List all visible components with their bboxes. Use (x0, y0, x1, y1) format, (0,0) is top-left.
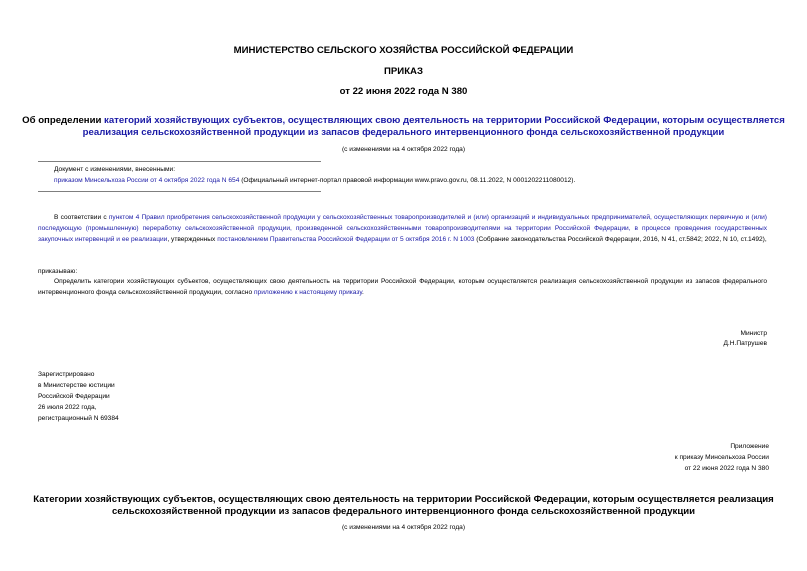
changes-source (54, 175, 784, 186)
doc-title (0, 115, 807, 139)
appendix-line: от 22 июня 2022 года N 380 (684, 465, 769, 472)
doc-title-prefix: Об определении (22, 115, 105, 126)
doc-title-link-cont[interactable]: реализация сельскохозяйственной продукции из запасов федерального интервенционного фонда сельскохозяйственной продукции (82, 127, 725, 138)
registration-line: Зарегистрировано (38, 371, 95, 378)
order-text-end: . (361, 289, 364, 296)
preamble-start: В соответствии с (54, 214, 109, 221)
order-word: приказываю: (38, 268, 78, 275)
appendix-amendment-note: (с изменениями на 4 октября 2022 года) (341, 524, 466, 531)
doc-type-heading: ПРИКАЗ (384, 66, 423, 77)
order-paragraph (38, 276, 767, 298)
resolution-link[interactable]: постановлением Правительства Российской Федерации от 5 октября 2016 г. N 1003 (217, 236, 475, 243)
registration-block (38, 369, 238, 424)
registration-line: в Министерстве юстиции (38, 382, 115, 389)
appendix-title-line: Категории хозяйствующих субъектов, осуществляющих свою деятельность на территории Российской Федерации, которым осуществляется реализация (33, 494, 774, 505)
signature-title: Министр (740, 330, 767, 337)
changes-intro: Документ с изменениями, внесенными: (54, 166, 176, 173)
registration-line: регистрационный N 69384 (38, 415, 119, 422)
appendix-link[interactable]: приложению к настоящему приказу (253, 289, 362, 296)
registration-line: Российской Федерации (38, 393, 110, 400)
appendix-header (560, 441, 769, 474)
preamble-end: (Собрание законодательства Российской Федерации, 2016, N 41, ст.5842; 2022, N 10, ст.1492), (474, 236, 767, 243)
amendment-note: (с изменениями на 4 октября 2022 года) (341, 146, 466, 153)
signature-name: Д.Н.Патрушев (723, 340, 767, 347)
appendix-title-line: сельскохозяйственной продукции из запасов федерального интервенционного фонда сельскохозяйственной продукции (111, 506, 696, 517)
appendix-line: к приказу Минсельхоза России (674, 454, 769, 461)
appendix-line: Приложение (730, 443, 769, 450)
registration-line: 26 июля 2022 года, (38, 404, 97, 411)
divider-top (38, 161, 321, 162)
preamble-paragraph (38, 212, 767, 245)
changes-link[interactable]: приказом Минсельхоза России от 4 октября 2022 года N 654 (54, 177, 240, 184)
divider-bottom (38, 191, 321, 192)
doc-title-link[interactable]: категорий хозяйствующих субъектов, осуществляющих свою деятельность на территории Российской Федерации, которым осуществляется (104, 115, 785, 126)
appendix-title (0, 494, 807, 518)
changes-source-text: (Официальный интернет-портал правовой информации www.pravo.gov.ru, 08.11.2022, N 0001202211080012). (239, 177, 576, 184)
rules-link[interactable]: пунктом 4 Правил приобретения сельскохозяйственной продукции у сельскохозяйственных товаропроизводителей и (или) организаций и индивидуальных предпринимателей, осуществляющих первичную и (или) последующую (промышленную) переработку сельскохозяйственной продукции, произведенной сельскохозяйственными товаропроизводителями на территории Российской Федерации, в процессе проведения государственных закупочных интервенций и ее реализации (38, 214, 767, 243)
order-text: Определить категории хозяйствующих субъектов, осуществляющих свою деятельность на территории Российской Федерации, которым осуществляется реализация сельскохозяйственной продукции из запасов федерального интервенционного фонда сельскохозяйственной продукции, согласно (38, 278, 767, 296)
ministry-heading: МИНИСТЕРСТВО СЕЛЬСКОГО ХОЗЯЙСТВА РОССИЙСКОЙ ФЕДЕРАЦИИ (233, 45, 574, 56)
preamble-mid: , утвержденных (167, 236, 218, 243)
doc-date-number: от 22 июня 2022 года N 380 (339, 86, 468, 97)
